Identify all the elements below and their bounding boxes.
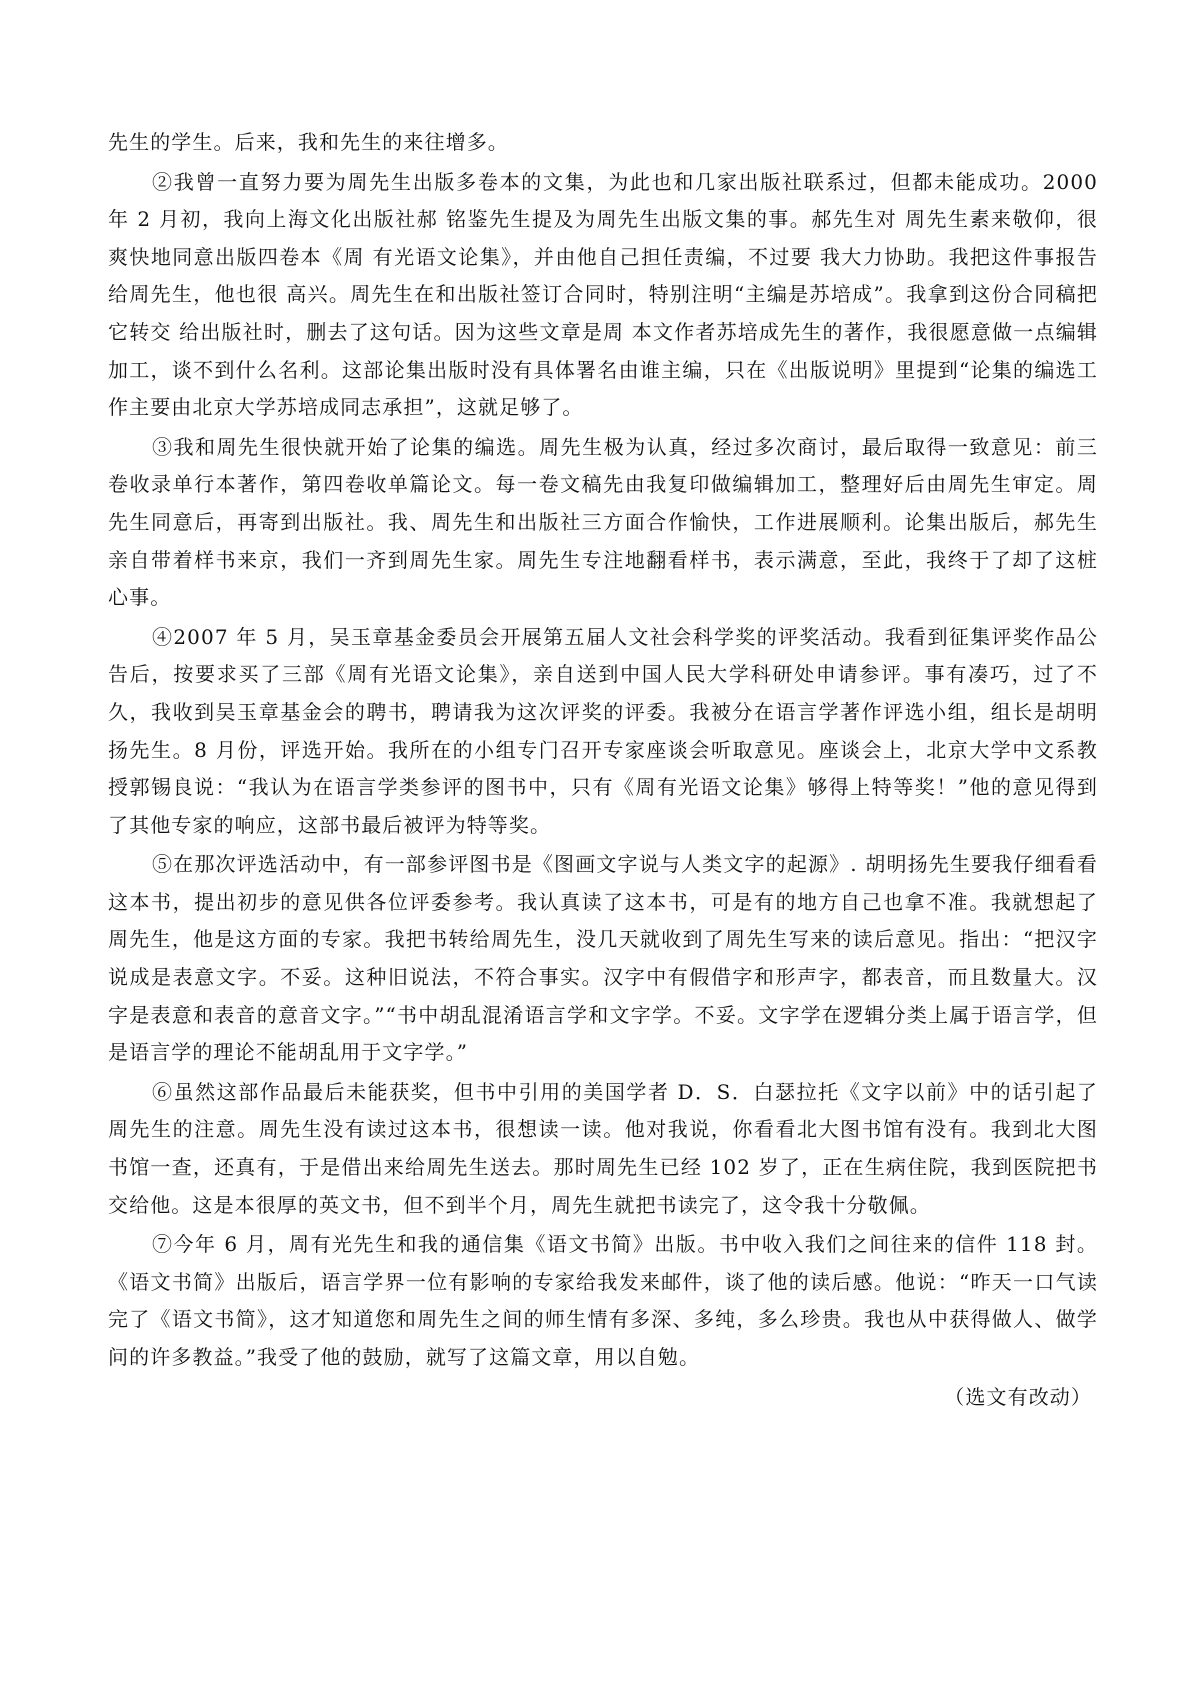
paragraph-2: ②我曾一直努力要为周先生出版多卷本的文集，为此也和几家出版社联系过，但都未能成功。2000 年 2 月初，我向上海文化出版社郝 铭鉴先生提及为周先生出版文集的事。郝先生对 周先生素来敬仰，很爽快地同意出版四卷本《周 有光语文论集》，并由他自己担任责编，不过要 我大力协助。我把这件事报告给周先生，他也很 高兴。周先生在和出版社签订合同时，特别注明“主编是苏培成”。我拿到这份合同稿把它转交 给出版社时，删去了这句话。因为这些文章是周 本文作者苏培成先生的著作，我很愿意做一点编辑加工，谈不到什么名利。这部论集出版时没有具体署名由谁主编，只在《出版说明》里提到“论集的编选工作主要由北京大学苏培成同志承担”，这就足够了。: [108, 169, 1098, 420]
paragraph-6: ⑥虽然这部作品最后未能获奖，但书中引用的美国学者 D．S．白瑟拉托《文字以前》中的话引起了周先生的注意。周先生没有读过这本书，很想读一读。他对我说，你看看北大图书馆有没有。我到北大图书馆一查，还真有，于是借出来给周先生送去。那时周先生已经 102 岁了，正在生病住院，我到医院把书交给他。这是本很厚的英文书，但不到半个月，周先生就把书读完了，这令我十分敬佩。: [108, 1079, 1098, 1217]
paragraph-7: ⑦今年 6 月，周有光先生和我的通信集《语文书简》出版。书中收入我们之间往来的信件 118 封。《语文书简》出版后，语言学界一位有影响的专家给我发来邮件，谈了他的读后感。他说：“昨天一口气读完了《语文书简》，这才知道您和周先生之间的师生情有多深、多纯，多么珍贵。我也从中获得做人、做学问的许多教益。”我受了他的鼓励，就写了这篇文章，用以自勉。: [108, 1232, 1098, 1369]
paragraph-continuation: 先生的学生。后来，我和先生的来往增多。: [108, 130, 509, 154]
paragraph-5: ⑤在那次评选活动中，有一部参评图书是《图画文字说与人类文字的起源》. 胡明扬先生要我仔细看看这本书，提出初步的意见供各位评委参考。我认真读了这本书，可是有的地方自己也拿不准。我就想起了周先生，他是这方面的专家。我把书转给周先生，没几天就收到了周先生写来的读后意见。指出：“把汉字说成是表意文字。不妥。这种旧说法，不符合事实。汉字中有假借字和形声字，都表音，而且数量大。汉字是表意和表音的意音文字。”“书中胡乱混淆语言学和文字学。不妥。文字学在逻辑分类上属于语言学，但是语言学的理论不能胡乱用于文字学。”: [108, 852, 1098, 1065]
document-page: [108, 124, 1098, 1416]
paragraph-3: ③我和周先生很快就开始了论集的编选。周先生极为认真，经过多次商讨，最后取得一致意见：前三卷收录单行本著作，第四卷收单篇论文。每一卷文稿先由我复印做编辑加工，整理好后由周先生审定。周先生同意后，再寄到出版社。我、周先生和出版社三方面合作愉快，工作进展顺利。论集出版后，郝先生亲自带着样书来京，我们一齐到周先生家。周先生专注地翻看样书，表示满意，至此，我终于了却了这桩心事。: [108, 434, 1098, 610]
source-note: （选文有改动）: [944, 1384, 1092, 1409]
paragraph-4: ④2007 年 5 月，吴玉章基金委员会开展第五届人文社会科学奖的评奖活动。我看到征集评奖作品公告后，按要求买了三部《周有光语文论集》，亲自送到中国人民大学科研处申请参评。事有凑巧，过了不久，我收到吴玉章基金会的聘书，聘请我为这次评奖的评委。我被分在语言学著作评选小组，组长是胡明扬先生。8 月份，评选开始。我所在的小组专门召开专家座谈会听取意见。座谈会上，北京大学中文系教授郭锡良说：“我认为在语言学类参评的图书中，只有《周有光语文论集》够得上特等奖！”他的意见得到了其他专家的响应，这部书最后被评为特等奖。: [108, 624, 1098, 837]
